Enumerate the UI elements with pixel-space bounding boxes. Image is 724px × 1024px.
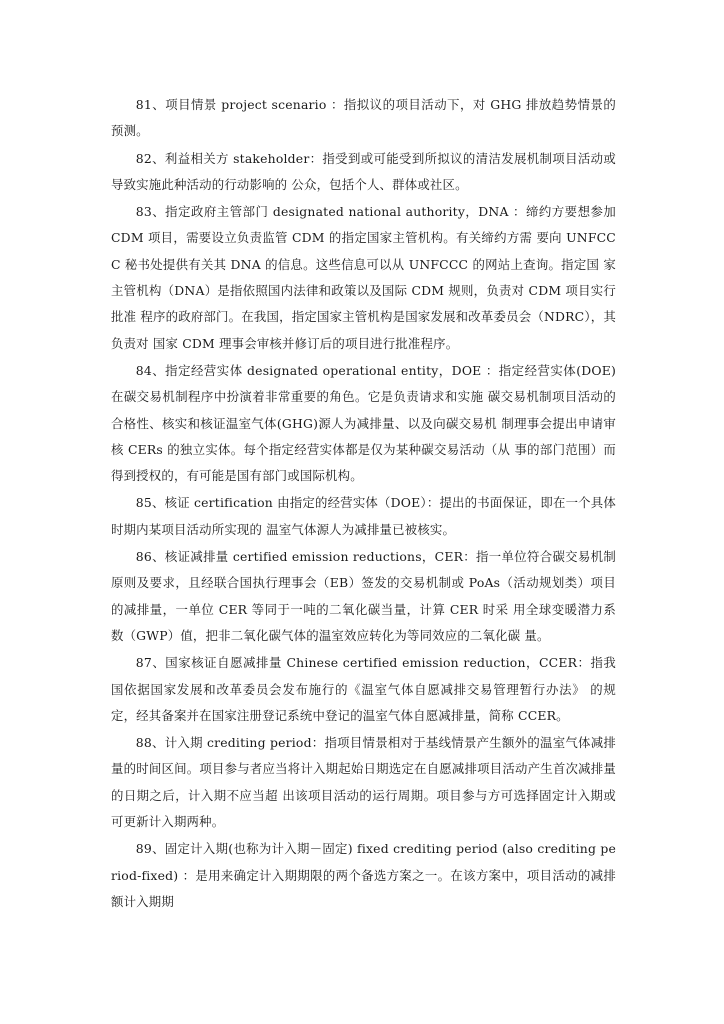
paragraph-84: 84、指定经营实体 designated operational entity，DOE ：指定经营实体(DOE)在碳交易机制程序中扮演着非常重要的角色。它是负责请求和实施 碳交易机制项目活动的合格性、核实和核证温室气体(GHG)源人为减排量、以及向碳交易机 制理事会提出申请审核 CERs 的独立实体。每个指定经营实体都是仅为某种碳交易活动（从 事的部门范围）而得到授权的，有可能是国有部门或国际机构。	[111, 362, 616, 484]
paragraph-83: 83、指定政府主管部门 designated national authority，DNA ：缔约方要想参加 CDM 项目，需要设立负责监管 CDM 的指定国家主管机构。有关缔约方需 要向 UNFCCC 秘书处提供有关其 DNA 的信息。这些信息可以从 UNFCCC 的网站上查询。指定国 家主管机构（DNA）是指依照国内法律和政策以及国际 CDM 规则，负责对 CDM 项目实行批准 程序的政府部门。在我国，指定国家主管机构是国家发展和改革委员会（NDRC），其负责对 国家 CDM 理事会审核并修订后的项目进行批准程序。	[111, 204, 616, 351]
paragraph-82: 82、利益相关方 stakeholder：指受到或可能受到所拟议的清洁发展机制项目活动或导致实施此种活动的行动影响的 公众，包括个人、群体或社区。	[111, 150, 616, 192]
paragraph-86: 86、核证减排量 certified emission reductions，CER：指一单位符合碳交易机制原则及要求，且经联合国执行理事会（EB）签发的交易机制或 PoAs（活动规划类）项目的减排量，一单位 CER 等同于一吨的二氧化碳当量，计算 CER 时采 用全球变暖潜力系数（GWP）值，把非二氧化碳气体的温室效应转化为等同效应的二氧化碳 量。	[111, 549, 616, 643]
paragraph-87: 87、国家核证自愿减排量 Chinese certified emission reduction，CCER：指我国依据国家发展和改革委员会发布施行的《温室气体自愿减排交易管理暂行办法》 的规定，经其备案并在国家注册登记系统中登记的温室气体自愿减排量，简称 CCER。	[111, 655, 616, 723]
paragraph-89: 89、固定计入期(也称为计入期－固定) fixed crediting period (also crediting period-fixed) ：是用来确定计入期期限的两个备选方案之一。在该方案中，项目活动的减排额计入期期	[111, 841, 616, 909]
document-page	[111, 92, 616, 916]
paragraph-81: 81、项目情景 project scenario ：指拟议的项目活动下，对 GHG 排放趋势情景的预测。	[111, 97, 616, 139]
paragraph-88: 88、计入期 crediting period：指项目情景相对于基线情景产生额外的温室气体减排量的时间区间。项目参与者应当将计入期起始日期选定在自愿减排项目活动产生首次减排量的日期之后，计入期不应当超 出该项目活动的运行周期。项目参与方可选择固定计入期或可更新计入期两种。	[111, 735, 616, 830]
paragraph-85: 85、核证 certification 由指定的经营实体（DOE）：提出的书面保证，即在一个具体时期内某项目活动所实现的 温室气体源人为减排量已被核实。	[111, 495, 616, 537]
